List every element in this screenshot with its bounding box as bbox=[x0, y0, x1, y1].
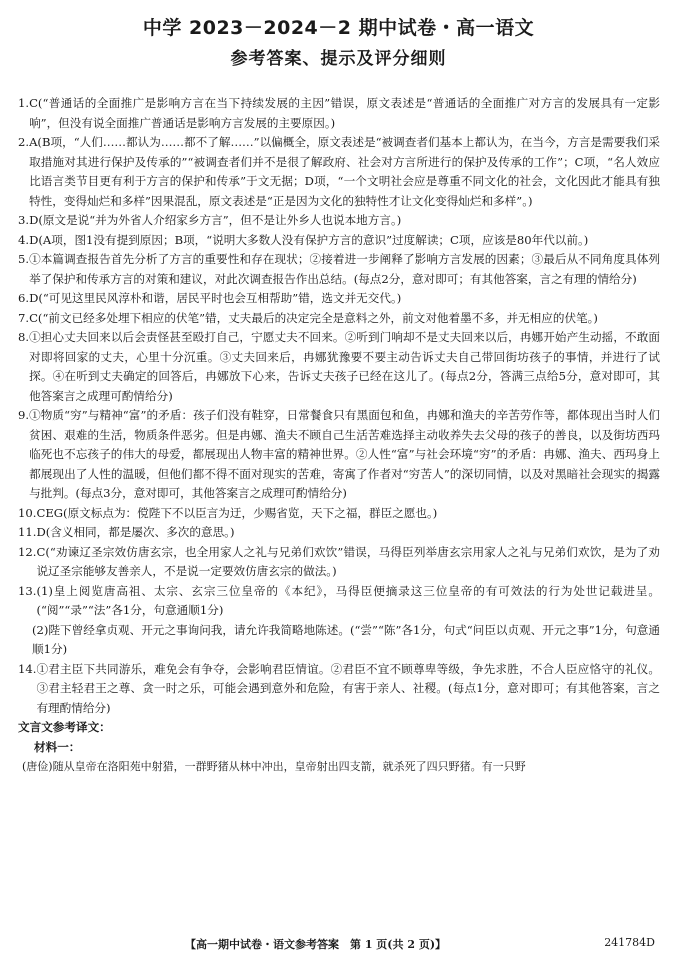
item-text: C(“前文已经多处埋下相应的伏笔”错，丈夫最后的决定完全是意料之外，前文对他着墨不多，并无相应的伏笔。) bbox=[29, 310, 598, 325]
answer-item-14 bbox=[18, 660, 660, 719]
page-subtitle: 参考答案、提示及评分细则 bbox=[230, 49, 447, 69]
item-number: 11. bbox=[18, 525, 37, 539]
answer-item-12 bbox=[18, 543, 660, 582]
answer-item-8 bbox=[18, 328, 660, 406]
answer-item-9 bbox=[18, 406, 660, 504]
item-number: 8. bbox=[18, 330, 30, 344]
answer-item-11 bbox=[18, 523, 660, 543]
answer-list bbox=[18, 94, 660, 777]
item-text: ①君主臣下共同游乐，难免会有争夺，会影响君臣情谊。②君臣不宜不顾尊卑等级，争先求胜，不合人臣应恪守的礼仪。③君主轻君王之尊、贪一时之乐，可能会遇到意外和危险，有害于亲人、社稷。(每点1分，意对即可；有其他答案，言之有理酌情给分) bbox=[36, 661, 660, 715]
item-number: 13. bbox=[18, 583, 37, 598]
answer-item-13 bbox=[18, 582, 660, 621]
answer-item-7 bbox=[18, 309, 660, 329]
answer-item-4 bbox=[18, 231, 660, 251]
item-text: C(“劝谏辽圣宗效仿唐玄宗，也全用家人之礼与兄弟们欢饮”错误，马得臣列举唐玄宗用家人之礼与兄弟们欢饮，是为了劝说辽圣宗能够友善亲人，不是说一定要效仿唐玄宗的做法。) bbox=[36, 544, 660, 578]
item-text: A(B项，“人们……都认为……都不了解……”以偏概全，原文表述是“被调查者们基本上都认为，在当今，方言是需要我们采取措施对其进行保护及传承的”“被调查者们并不是很了解政府、社会对方言所进行的保护及传承的工作”；C项，“名人效应比语言类节目更有利于方言的保护和传承”于文无据；D项，“一个文明社会应是尊重不同文化的社会，文化因此才能具有独特性，变得灿烂和多样”因果混乱，原文表述是“正是因为文化的独特性才让文化变得灿烂和多样”。) bbox=[29, 135, 660, 208]
item-text: D(A项，图1没有提到原因；B项，“说明大多数人没有保护方言的意识”过度解读；C项，应该是80年代以前。) bbox=[29, 232, 589, 247]
item-text: C(“普通话的全面推广是影响方言在当下持续发展的主因”错误，原文表述是“普通话的全面推广对方言的发展具有一定影响”，但没有说全面推广普通话是影响方言发展的主要原因。) bbox=[29, 96, 660, 130]
answer-item-1 bbox=[18, 94, 660, 133]
footer-page-info: 【高一期中试卷・语文参考答案 第 1 页(共 2 页)】 bbox=[185, 938, 447, 951]
item-number: 10. bbox=[18, 505, 37, 520]
item-number: 7. bbox=[18, 310, 30, 325]
item-number: 4. bbox=[18, 232, 30, 247]
item-text: CEG(原文标点为：傥陛下不以臣言为迂，少赐省览，天下之福，群臣之愿也。) bbox=[36, 505, 438, 520]
item-number: 9. bbox=[18, 408, 30, 422]
item-number: 3. bbox=[18, 213, 30, 227]
item-number: 1. bbox=[18, 96, 30, 110]
item-text: ①本篇调查报告首先分析了方言的重要性和存在现状；②接着进一步阐释了影响方言发展的因素；③最后从不同角度具体列举了保护和传承方言的对策和建议，对此次调查报告作出总结。(每点2分，意对即可；有其他答案，言之有理的情给分) bbox=[29, 252, 660, 286]
item-number: 5. bbox=[18, 252, 30, 266]
item-text: (2)陛下曾经拿贞观、开元之事询问我，请允许我简略地陈述。(“尝”“陈”各1分，句式“问臣以贞观、开元之事”1分，句意通顺1分) bbox=[32, 622, 660, 656]
translation-text: (唐俭)随从皇帝在洛阳苑中射猎，一群野猪从林中冲出，皇帝射出四支箭，就杀死了四只野猪。有一只野 bbox=[22, 760, 526, 773]
answer-item-10 bbox=[18, 504, 660, 524]
item-text: D(原文是说“并为外省人介绍家乡方言”，但不是让外乡人也说本地方言。) bbox=[29, 213, 402, 227]
translation-heading: 文言文参考译文： bbox=[18, 720, 111, 734]
material-label: 材料一： bbox=[34, 739, 81, 754]
answer-item-2 bbox=[18, 133, 660, 211]
item-text: ①担心丈夫回来以后会责怪甚至殴打自己，宁愿丈夫不回来。②听到门响却不是丈夫回来以后，冉娜开始产生动摇，不敢面对即将回家的丈夫，心里十分沉重。③丈夫回来后，冉娜犹豫要不要主动告诉丈夫自己带回街坊孩子的事情，并进行了试探。④在听到丈夫确定的回答后，冉娜放下心来，告诉丈夫孩子已经在这儿了。(每点2分，答满三点给5分，意对即可，其他答案言之成理可酌情给分) bbox=[29, 330, 660, 403]
item-text: D(“可见这里民风淳朴和谐，居民平时也会互相帮助”错，选文并无交代。) bbox=[29, 291, 402, 305]
item-number: 6. bbox=[18, 291, 30, 305]
item-text: (1)皇上阅览唐高祖、太宗、玄宗三位皇帝的《本纪》，马得臣便摘录这三位皇帝的有可效法的行为处世记载进呈。(“阅”“录”“法”各1分，句意通顺1分) bbox=[36, 583, 660, 617]
item-number: 2. bbox=[18, 135, 30, 149]
page-title: 中学 2023－2024－2 期中试卷・高一语文 bbox=[142, 17, 535, 39]
item-text: ①物质“穷”与精神“富”的矛盾：孩子们没有鞋穿，日常餐食只有黑面包和鱼，冉娜和渔夫的辛苦劳作等，都体现出当时人们贫困、艰难的生活，物质条件恶劣。但是冉娜、渔夫不顾自己生活苦难选择主动收养失去父母的孩子的善良，以及街坊西玛临死也不忘孩子的伟大的母爱，都展现出人物丰富的精神世界。②人性“富”与社会环境“穷”的矛盾：冉娜、渔夫、西玛身上都展现出了人性的温暖，但他们都不得不面对现实的苦难，寄寓了作者对“穷苦人”的深切同情，以及对黑暗社会现实的揭露与批判。(每点3分，意对即可，其他答案言之成理可酌情给分) bbox=[29, 408, 660, 500]
item-number: 12. bbox=[18, 544, 37, 559]
answer-item-13-part-2 bbox=[18, 621, 660, 660]
item-number: 14. bbox=[18, 661, 37, 676]
answer-item-6 bbox=[18, 289, 660, 309]
item-text: D(含义相同，都是屡次、多次的意思。) bbox=[36, 525, 235, 539]
answer-item-5 bbox=[18, 250, 660, 289]
answer-item-3 bbox=[18, 211, 660, 231]
footer-code: 241784D bbox=[604, 936, 655, 949]
